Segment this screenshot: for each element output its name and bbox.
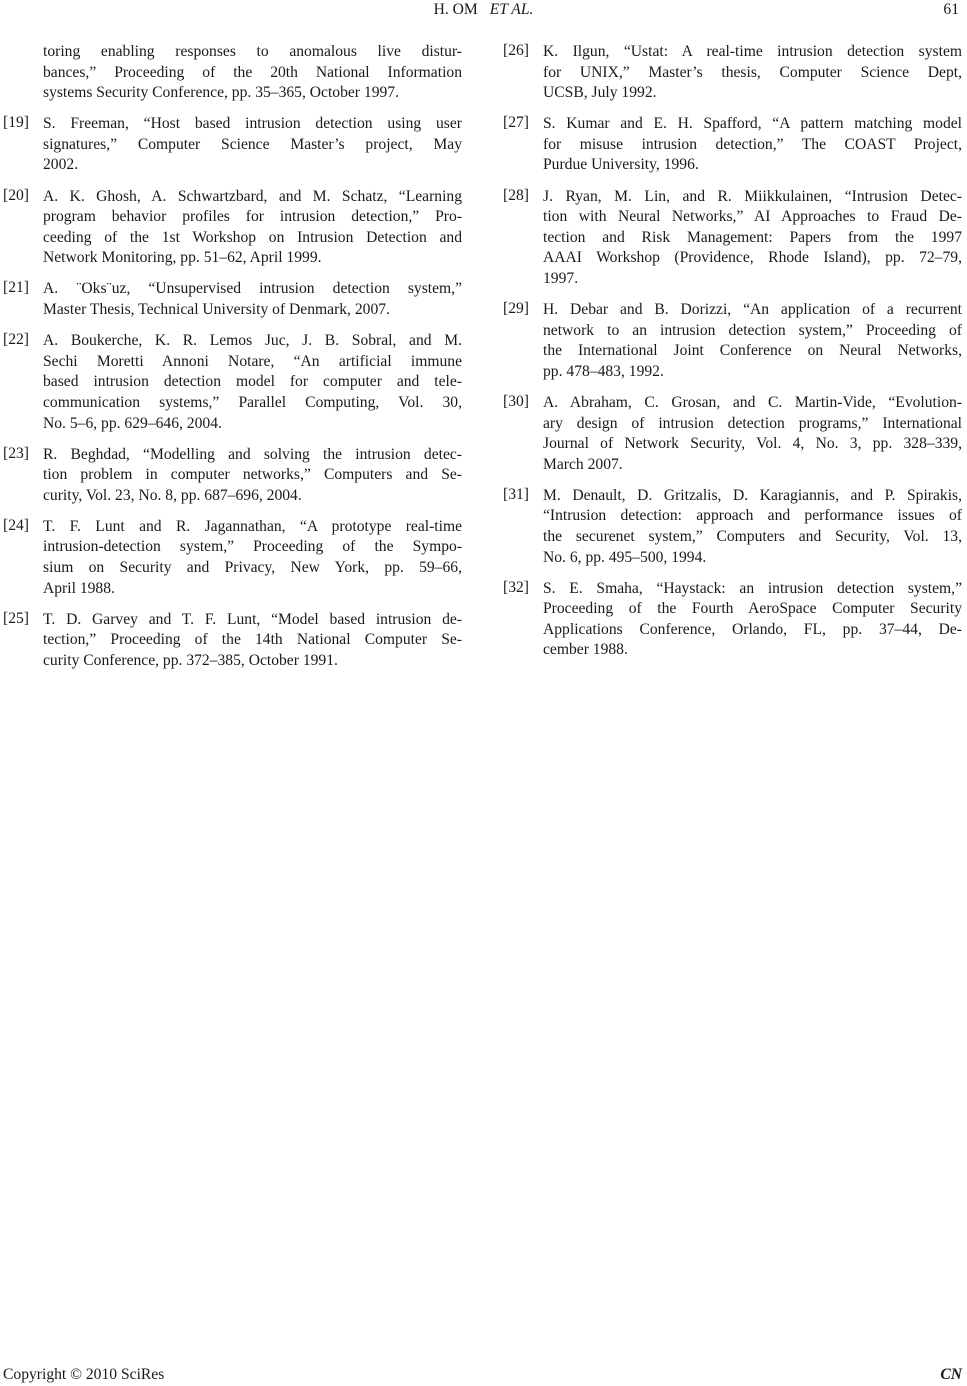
reference-line: toring enabling responses to anomalous live distur- bbox=[43, 43, 462, 60]
reference-entry bbox=[503, 187, 965, 290]
reference-text bbox=[543, 486, 962, 568]
reference-line: communication systems,” Parallel Computing, Vol. 30, bbox=[43, 393, 462, 411]
reference-line: A. Abraham, C. Grosan, and C. Martin-Vide, “Evolution- bbox=[543, 393, 962, 411]
reference-line: R. Beghdad, “Modelling and solving the intrusion detec- bbox=[43, 445, 462, 463]
reference-line: No. 6, pp. 495–500, 1994. bbox=[543, 548, 707, 566]
reference-line: bances,” Proceeding of the 20th National Information bbox=[43, 63, 462, 81]
reference-number: [22] bbox=[3, 331, 29, 349]
reference-line: Network Monitoring, pp. 51–62, April 1999. bbox=[43, 249, 322, 267]
reference-line: Purdue University, 1996. bbox=[543, 156, 699, 174]
reference-line: tection and Risk Management: Papers from the 1997 bbox=[543, 228, 962, 246]
reference-number: [21] bbox=[3, 279, 29, 297]
reference-line: curity, Vol. 23, No. 8, pp. 687–696, 2004. bbox=[43, 486, 302, 504]
reference-number: [26] bbox=[503, 42, 529, 59]
reference-line: K. Ilgun, “Ustat: A real-time intrusion detection system bbox=[543, 43, 962, 60]
reference-number: [19] bbox=[3, 114, 29, 132]
reference-line: T. D. Garvey and T. F. Lunt, “Model based intrusion de- bbox=[43, 610, 462, 628]
copyright: Copyright © 2010 SciRes bbox=[3, 1366, 165, 1383]
reference-number: [20] bbox=[3, 186, 29, 204]
reference-line: pp. 478–483, 1992. bbox=[543, 362, 664, 380]
header-etal: ET AL. bbox=[489, 1, 534, 18]
reference-text bbox=[43, 610, 462, 672]
reference-line: ceeding of the 1st Workshop on Intrusion Detection and bbox=[43, 228, 462, 246]
reference-entry bbox=[503, 114, 965, 176]
reference-line: A. Boukerche, K. R. Lemos Juc, J. B. Sobral, and M. bbox=[43, 332, 462, 350]
reference-number: [25] bbox=[3, 609, 29, 627]
reference-line: AAAI Workshop (Providence, Rhode Island), pp. 72–79, bbox=[543, 249, 962, 267]
reference-line: sium on Security and Privacy, New York, pp. 59–66, bbox=[43, 559, 462, 577]
reference-line: T. F. Lunt and R. Jagannathan, “A prototype real-time bbox=[43, 517, 462, 535]
reference-text bbox=[543, 187, 962, 290]
reference-text bbox=[43, 279, 462, 320]
journal-abbrev: CN bbox=[940, 1366, 962, 1383]
reference-entry bbox=[3, 187, 465, 269]
reference-line: H. Debar and B. Dorizzi, “An application of a recurrent bbox=[543, 301, 962, 319]
reference-number: [31] bbox=[503, 485, 529, 503]
reference-entry bbox=[503, 579, 965, 661]
reference-line: for misuse intrusion detection,” The COAST Project, bbox=[543, 135, 962, 153]
page-number: 61 bbox=[943, 1, 959, 18]
reference-line: Proceeding of the Fourth AeroSpace Computer Security bbox=[543, 600, 962, 618]
running-header bbox=[0, 1, 967, 23]
reference-line: cember 1988. bbox=[543, 641, 628, 659]
reference-line: 2002. bbox=[43, 156, 79, 174]
reference-line: systems Security Conference, pp. 35–365, October 1997. bbox=[43, 84, 399, 102]
reference-line: based intrusion detection model for computer and tele- bbox=[43, 373, 462, 391]
reference-line: Journal of Network Security, Vol. 4, No. 3, pp. 328–339, bbox=[543, 435, 962, 453]
reference-entry bbox=[503, 486, 965, 568]
reference-line: S. Kumar and E. H. Spafford, “A pattern matching model bbox=[543, 115, 962, 133]
reference-line: April 1988. bbox=[43, 579, 115, 597]
reference-entry bbox=[3, 114, 465, 176]
reference-line: March 2007. bbox=[543, 455, 623, 473]
reference-number: [23] bbox=[3, 444, 29, 462]
reference-line: the International Joint Conference on Neural Networks, bbox=[543, 342, 962, 360]
reference-line: network to an intrusion detection system,” Proceeding of bbox=[543, 321, 962, 339]
reference-text bbox=[43, 331, 462, 434]
reference-line: M. Denault, D. Gritzalis, D. Karagiannis, and P. Spirakis, bbox=[543, 486, 962, 504]
reference-text bbox=[43, 517, 462, 599]
reference-entry bbox=[3, 279, 465, 320]
reference-line: ary design of intrusion detection programs,” International bbox=[543, 414, 962, 432]
header-author-text: H. OM bbox=[433, 1, 478, 18]
reference-text bbox=[43, 445, 462, 507]
reference-entry bbox=[3, 445, 465, 507]
reference-line: intrusion-detection system,” Proceeding of the Sympo- bbox=[43, 538, 462, 556]
reference-line: S. E. Smaha, “Haystack: an intrusion detection system,” bbox=[543, 579, 962, 597]
reference-line: tion problem in computer networks,” Computers and Se- bbox=[43, 466, 462, 484]
reference-number: [27] bbox=[503, 114, 529, 132]
reference-entry bbox=[3, 42, 465, 104]
reference-entry bbox=[503, 300, 965, 382]
reference-line: tection,” Proceeding of the 14th National Computer Se- bbox=[43, 631, 462, 649]
reference-line: program behavior profiles for intrusion detection,” Pro- bbox=[43, 208, 462, 226]
reference-entry bbox=[3, 331, 465, 434]
reference-text bbox=[543, 114, 962, 176]
reference-number: [29] bbox=[503, 300, 529, 318]
reference-line: S. Freeman, “Host based intrusion detection using user bbox=[43, 115, 462, 133]
reference-number: [32] bbox=[503, 578, 529, 596]
reference-line: the securenet system,” Computers and Security, Vol. 13, bbox=[543, 527, 962, 545]
reference-line: A. ¨Oks¨uz, “Unsupervised intrusion detection system,” bbox=[43, 280, 462, 298]
reference-line: UCSB, July 1992. bbox=[543, 84, 657, 102]
reference-line: “Intrusion detection: approach and performance issues of bbox=[543, 507, 962, 525]
right-column bbox=[503, 42, 965, 672]
reference-text bbox=[43, 42, 462, 104]
reference-line: J. Ryan, M. Lin, and R. Miikkulainen, “Intrusion Detec- bbox=[543, 187, 962, 205]
left-column bbox=[3, 42, 465, 682]
reference-text bbox=[543, 393, 962, 475]
reference-line: curity Conference, pp. 372–385, October 1991. bbox=[43, 651, 338, 669]
reference-number: [28] bbox=[503, 186, 529, 204]
header-authors bbox=[0, 1, 967, 19]
reference-text bbox=[543, 579, 962, 661]
reference-line: Applications Conference, Orlando, FL, pp. 37–44, De- bbox=[543, 620, 962, 638]
reference-line: 1997. bbox=[543, 269, 579, 287]
reference-line: for UNIX,” Master’s thesis, Computer Science Dept, bbox=[543, 63, 962, 81]
reference-text bbox=[43, 187, 462, 269]
reference-entry bbox=[503, 393, 965, 475]
reference-number: [30] bbox=[503, 392, 529, 410]
reference-line: No. 5–6, pp. 629–646, 2004. bbox=[43, 414, 222, 432]
reference-text bbox=[43, 114, 462, 176]
reference-entry bbox=[3, 610, 465, 672]
reference-line: tion with Neural Networks,” AI Approaches to Fraud De- bbox=[543, 208, 962, 226]
reference-entry bbox=[3, 517, 465, 599]
reference-text bbox=[543, 42, 962, 104]
reference-line: Sechi Moretti Annoni Notare, “An artificial immune bbox=[43, 352, 462, 370]
reference-line: A. K. Ghosh, A. Schwartzbard, and M. Schatz, “Learning bbox=[43, 187, 462, 205]
reference-line: Master Thesis, Technical University of Denmark, 2007. bbox=[43, 301, 390, 319]
reference-number: [24] bbox=[3, 516, 29, 534]
reference-line: signatures,” Computer Science Master’s project, May bbox=[43, 135, 462, 153]
reference-text bbox=[543, 300, 962, 382]
reference-entry bbox=[503, 42, 965, 104]
